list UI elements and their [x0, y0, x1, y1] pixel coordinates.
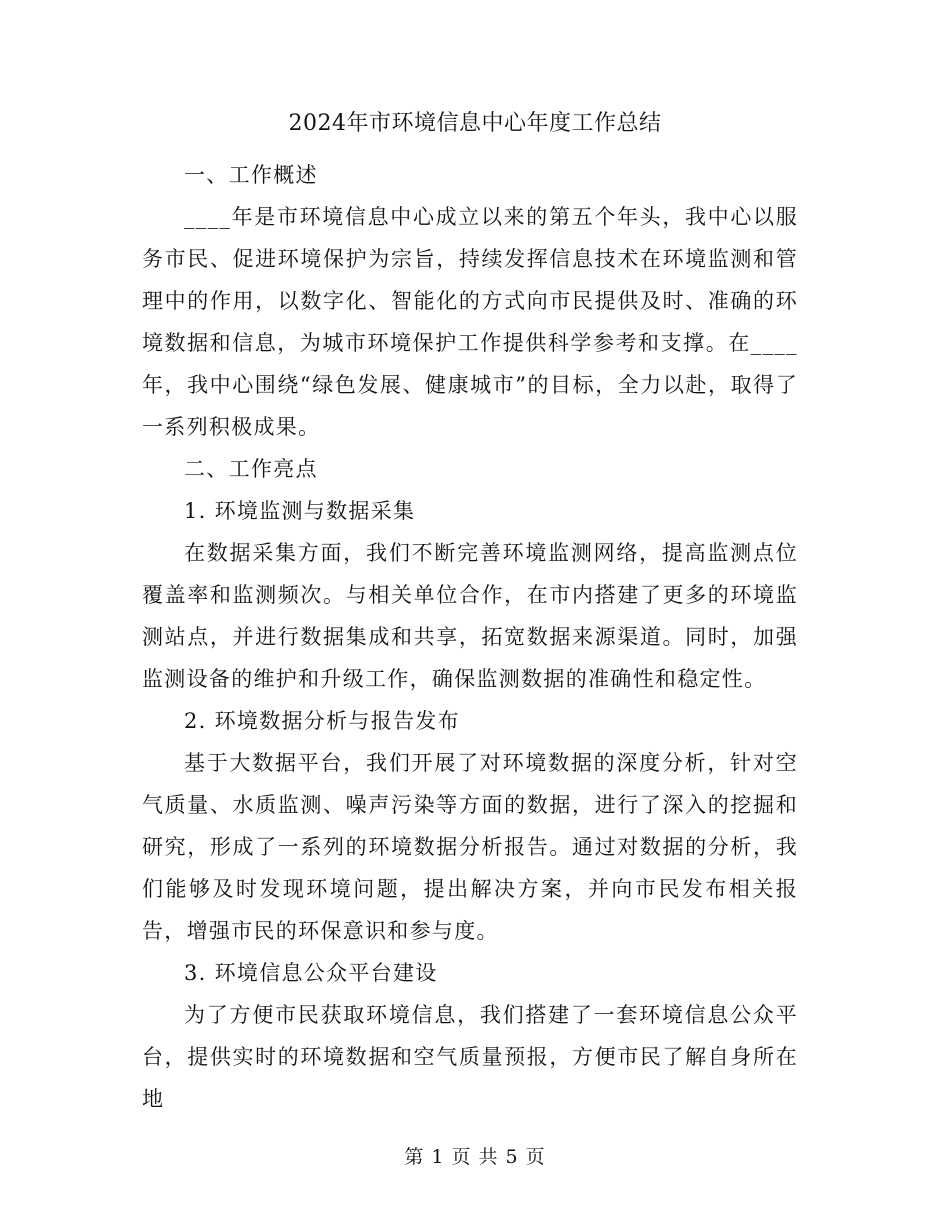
subsection-heading-monitoring: 1. 环境监测与数据采集: [184, 499, 416, 523]
subsection-heading-platform: 3. 环境信息公众平台建设: [184, 961, 438, 985]
section-heading-highlights: 二、工作亮点: [184, 457, 318, 481]
document-title: 2024年市环境信息中心年度工作总结: [288, 111, 662, 136]
analysis-paragraph: 基于大数据平台，我们开展了对环境数据的深度分析，针对空气质量、水质监测、噪声污染等方面的数据，进行了深入的挖掘和研究，形成了一系列的环境数据分析报告。通过对数据的分析，我们能够及时发现环境问题，提出解决方案，并向市民发布相关报告，增强市民的环保意识和参与度。: [142, 751, 798, 943]
subsection-heading-analysis: 2. 环境数据分析与报告发布: [184, 709, 460, 733]
page-footer: 第 1 页 共 5 页: [404, 1146, 546, 1168]
monitoring-paragraph: 在数据采集方面，我们不断完善环境监测网络，提高监测点位覆盖率和监测频次。与相关单位合作，在市内搭建了更多的环境监测站点，并进行数据集成和共享，拓宽数据来源渠道。同时，加强监测设备的维护和升级工作，确保监测数据的准确性和稳定性。: [142, 541, 798, 691]
overview-paragraph: ____年是市环境信息中心成立以来的第五个年头，我中心以服务市民、促进环境保护为宗旨，持续发挥信息技术在环境监测和管理中的作用，以数字化、智能化的方式向市民提供及时、准确的环境数据和信息，为城市环境保护工作提供科学参考和支撑。在____年，我中心围绕“绿色发展、健康城市”的目标，全力以赴，取得了一系列积极成果。: [142, 205, 798, 439]
section-heading-overview: 一、工作概述: [184, 163, 318, 187]
document-body: [142, 154, 798, 1120]
platform-paragraph: 为了方便市民获取环境信息，我们搭建了一套环境信息公众平台，提供实时的环境数据和空气质量预报，方便市民了解自身所在地: [142, 1003, 798, 1111]
